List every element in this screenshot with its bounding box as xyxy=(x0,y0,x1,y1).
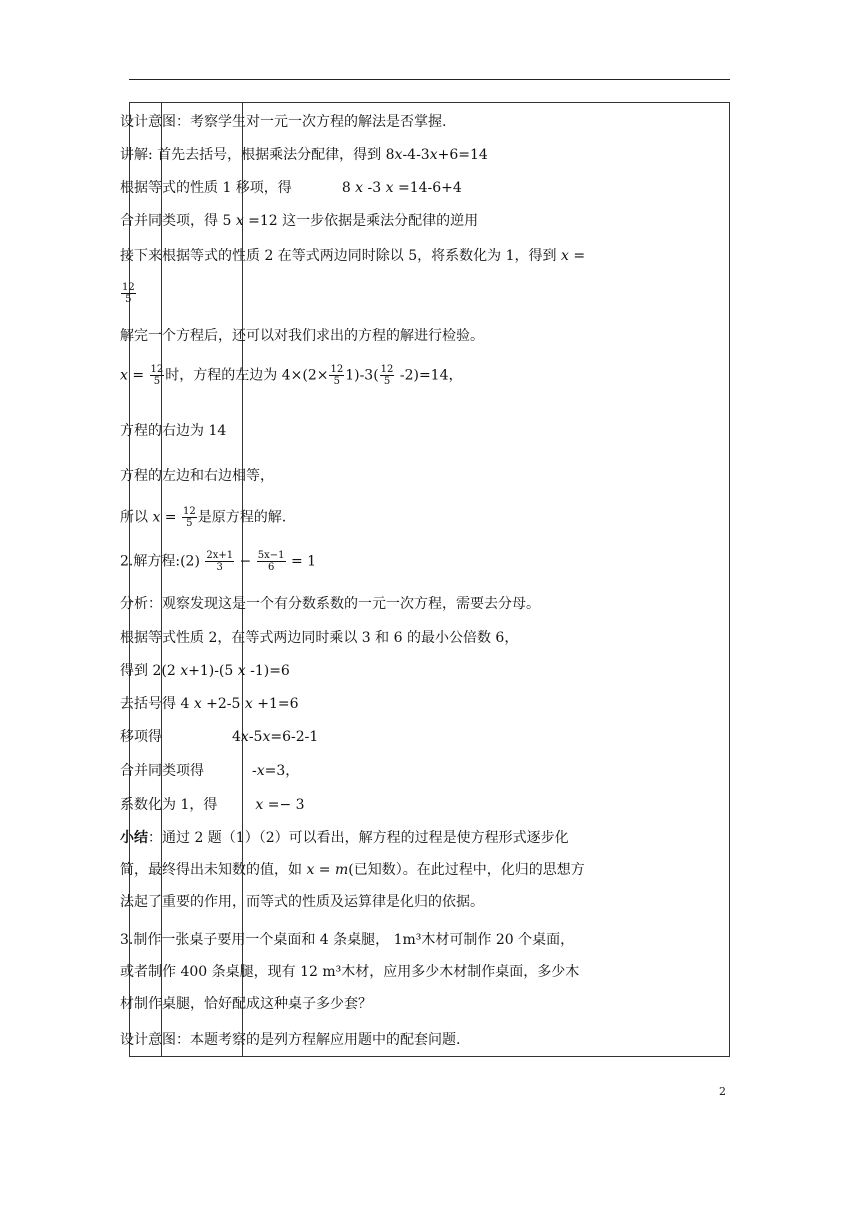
page-number: 2 xyxy=(719,1085,726,1098)
analysis-line: 分析：观察发现这是一个有分数系数的一元一次方程，需要去分母。 xyxy=(120,596,540,612)
lcm-line: 根据等式性质 2，在等式两边同时乘以 3 和 6 的最小公倍数 6， xyxy=(120,630,519,646)
check-left-line: x = $\frac{12}{5}$ 时，方程的左边为 4×(2× $\frac{12}{5}$ 1)-3( $\frac{12}{5}$ -2)=14， xyxy=(120,364,463,387)
coefficient-line: 系数化为 1，得 x =− 3 xyxy=(120,797,305,813)
remove-brackets-line: 去括号得 4 x +2-5 x +1=6 xyxy=(120,696,299,712)
explanation-line: 讲解: 首先去括号，根据乘法分配律，得到 8x-4-3x+6=14 xyxy=(120,147,488,163)
check-right-line: 方程的右边为 14 xyxy=(120,423,227,439)
check-equal-line: 方程的左边和右边相等， xyxy=(120,468,274,484)
summary-paragraph: 小结：通过 2 题（1）（2）可以看出，解方程的过程是使方程形式逐步化简，最终得出未知数的值，如 x = m(已知数）。在此过程中，化归的思想方法起了重要的作用，而等式的性质及运算律是化归的依据。 xyxy=(120,830,585,910)
transpose-line: 根据等式的性质 1 移项，得 8 x -3 x =14-6+4 xyxy=(120,180,462,196)
divide-line: 接下来根据等式的性质 2 在等式两边同时除以 5，将系数化为 1，得到 x = xyxy=(120,248,586,264)
cleared-denominators-line: 得到 2(2 x+1)-(5 x -1)=6 xyxy=(120,663,290,679)
transpose-line-2: 移项得 4x-5x=6-2-1 xyxy=(120,729,319,745)
conclusion-line: 所以 x = $\frac{12}{5}$ 是原方程的解. xyxy=(120,506,287,529)
fraction-result: $\frac{12}{5}$ xyxy=(122,282,135,305)
combine-terms-line-2: 合并同类项得 -x=3， xyxy=(120,763,300,779)
combine-terms-line: 合并同类项，得 5 x =12 这一步依据是乘法分配律的逆用 xyxy=(120,213,479,229)
design-intent-line: 设计意图：考察学生对一元一次方程的解法是否掌握. xyxy=(120,114,447,130)
design-intent-line-2: 设计意图：本题考察的是列方程解应用题中的配套问题. xyxy=(120,1032,461,1048)
header-rule xyxy=(129,79,730,80)
check-intro-line: 解完一个方程后，还可以对我们求出的方程的解进行检验。 xyxy=(120,328,484,344)
problem-2-line: 2.解方程:(2) $\frac{2x+1}{3}$ − $\frac{5x-1}{6}$ = 1 xyxy=(120,550,317,573)
problem-3-paragraph: 3.制作一张桌子要用一个桌面和 4 条桌腿， 1m³木材可制作 20 个桌面，或者制作 400 条桌腿，现有 12 m³木材，应用多少木材制作桌面，多少木材制作桌腿，恰好配成这种桌子多少套？ xyxy=(120,932,580,1012)
